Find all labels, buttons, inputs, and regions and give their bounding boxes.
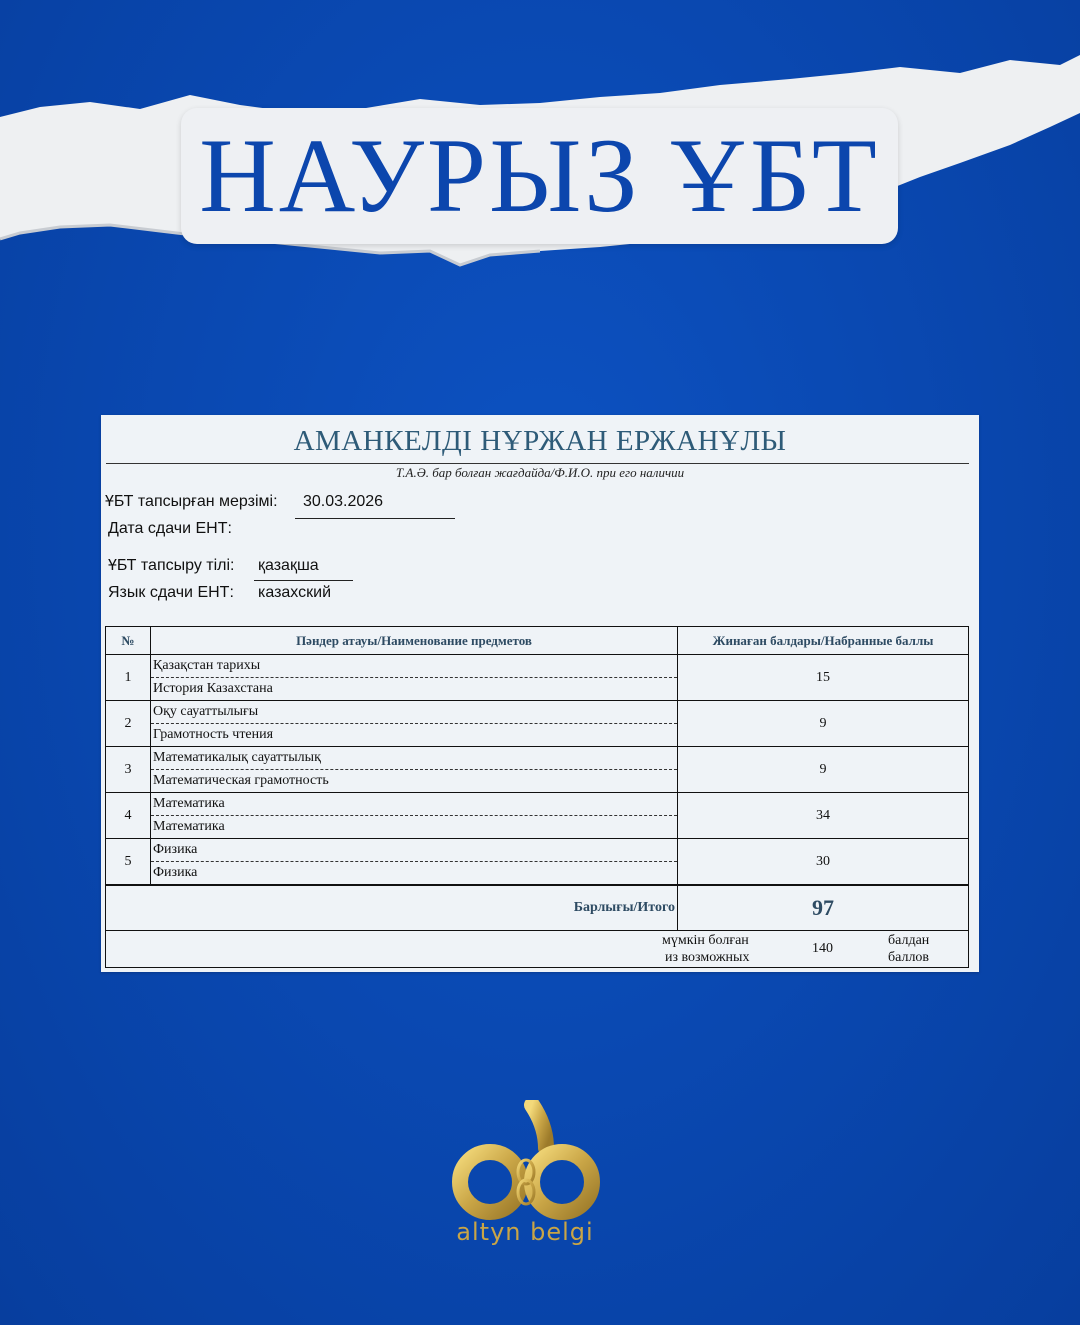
student-name: АМАНКЕЛДІ НҰРЖАН ЕРЖАНҰЛЫ [293, 425, 787, 457]
max-score-cell [106, 931, 969, 968]
row-num: 2 [106, 701, 151, 747]
brand-name: altyn belgi [456, 1218, 594, 1246]
max-value: 140 [812, 941, 833, 956]
row-subject [151, 655, 678, 701]
row-score: 9 [678, 701, 969, 747]
date-label-kz: ҰБТ тапсырған мерзімі: [105, 493, 278, 510]
page-title: НАУРЫЗ ҰБТ [199, 117, 880, 234]
subject-ru: Математическая грамотность [153, 773, 329, 788]
row-num: 4 [106, 793, 151, 839]
row-num: 1 [106, 655, 151, 701]
subject-ru: История Казахстана [153, 681, 273, 696]
row-subject [151, 747, 678, 793]
lang-value-ru: казахский [258, 584, 331, 601]
row-score: 9 [678, 747, 969, 793]
total-row [106, 885, 969, 931]
lang-label-kz: ҰБТ тапсыру тілі: [108, 557, 235, 574]
max-prefix-kz: мүмкін болған [662, 933, 749, 948]
row-num: 5 [106, 839, 151, 886]
row-score: 34 [678, 793, 969, 839]
total-value: 97 [678, 885, 969, 931]
lang-underline [254, 580, 353, 581]
max-suffix-ru: баллов [888, 950, 930, 965]
subject-ru: Физика [153, 865, 198, 880]
subject-kz: Оқу сауаттылығы [151, 701, 677, 724]
date-value: 30.03.2026 [303, 493, 384, 510]
table-row [106, 747, 969, 793]
total-label: Барлығы/Итого [106, 885, 678, 931]
row-subject [151, 839, 678, 886]
row-score: 30 [678, 839, 969, 886]
lang-label-ru: Язык сдачи ЕНТ: [108, 584, 234, 601]
row-subject [151, 701, 678, 747]
header-subject: Пәндер атауы/Наименование предметов [151, 627, 678, 655]
lang-value-kz: қазақша [258, 557, 319, 574]
name-caption: Т.А.Ә. бар болған жағдайда/Ф.И.О. при его наличии [395, 465, 685, 480]
max-score-row [106, 931, 969, 968]
subject-kz: Физика [151, 839, 677, 862]
table-row [106, 655, 969, 701]
subject-ru: Грамотность чтения [153, 727, 274, 742]
subject-kz: Математикалық сауаттылық [151, 747, 677, 770]
row-num: 3 [106, 747, 151, 793]
header-score: Жинаған балдары/Набранные баллы [678, 627, 969, 655]
row-score: 15 [678, 655, 969, 701]
table-row [106, 839, 969, 886]
header-num: № [106, 627, 151, 655]
scores-table [105, 626, 969, 968]
date-label-ru: Дата сдачи ЕНТ: [108, 520, 232, 537]
row-subject [151, 793, 678, 839]
name-underline [106, 463, 969, 464]
date-underline [295, 518, 455, 519]
subject-ru: Математика [153, 819, 225, 834]
subject-kz: Қазақстан тарихы [151, 655, 677, 678]
max-prefix-ru: из возможных [665, 950, 750, 965]
table-row [106, 701, 969, 747]
certificate-card [101, 415, 979, 972]
table-header-row [106, 627, 969, 655]
table-row [106, 793, 969, 839]
subject-kz: Математика [151, 793, 677, 816]
max-suffix-kz: балдан [888, 933, 930, 948]
